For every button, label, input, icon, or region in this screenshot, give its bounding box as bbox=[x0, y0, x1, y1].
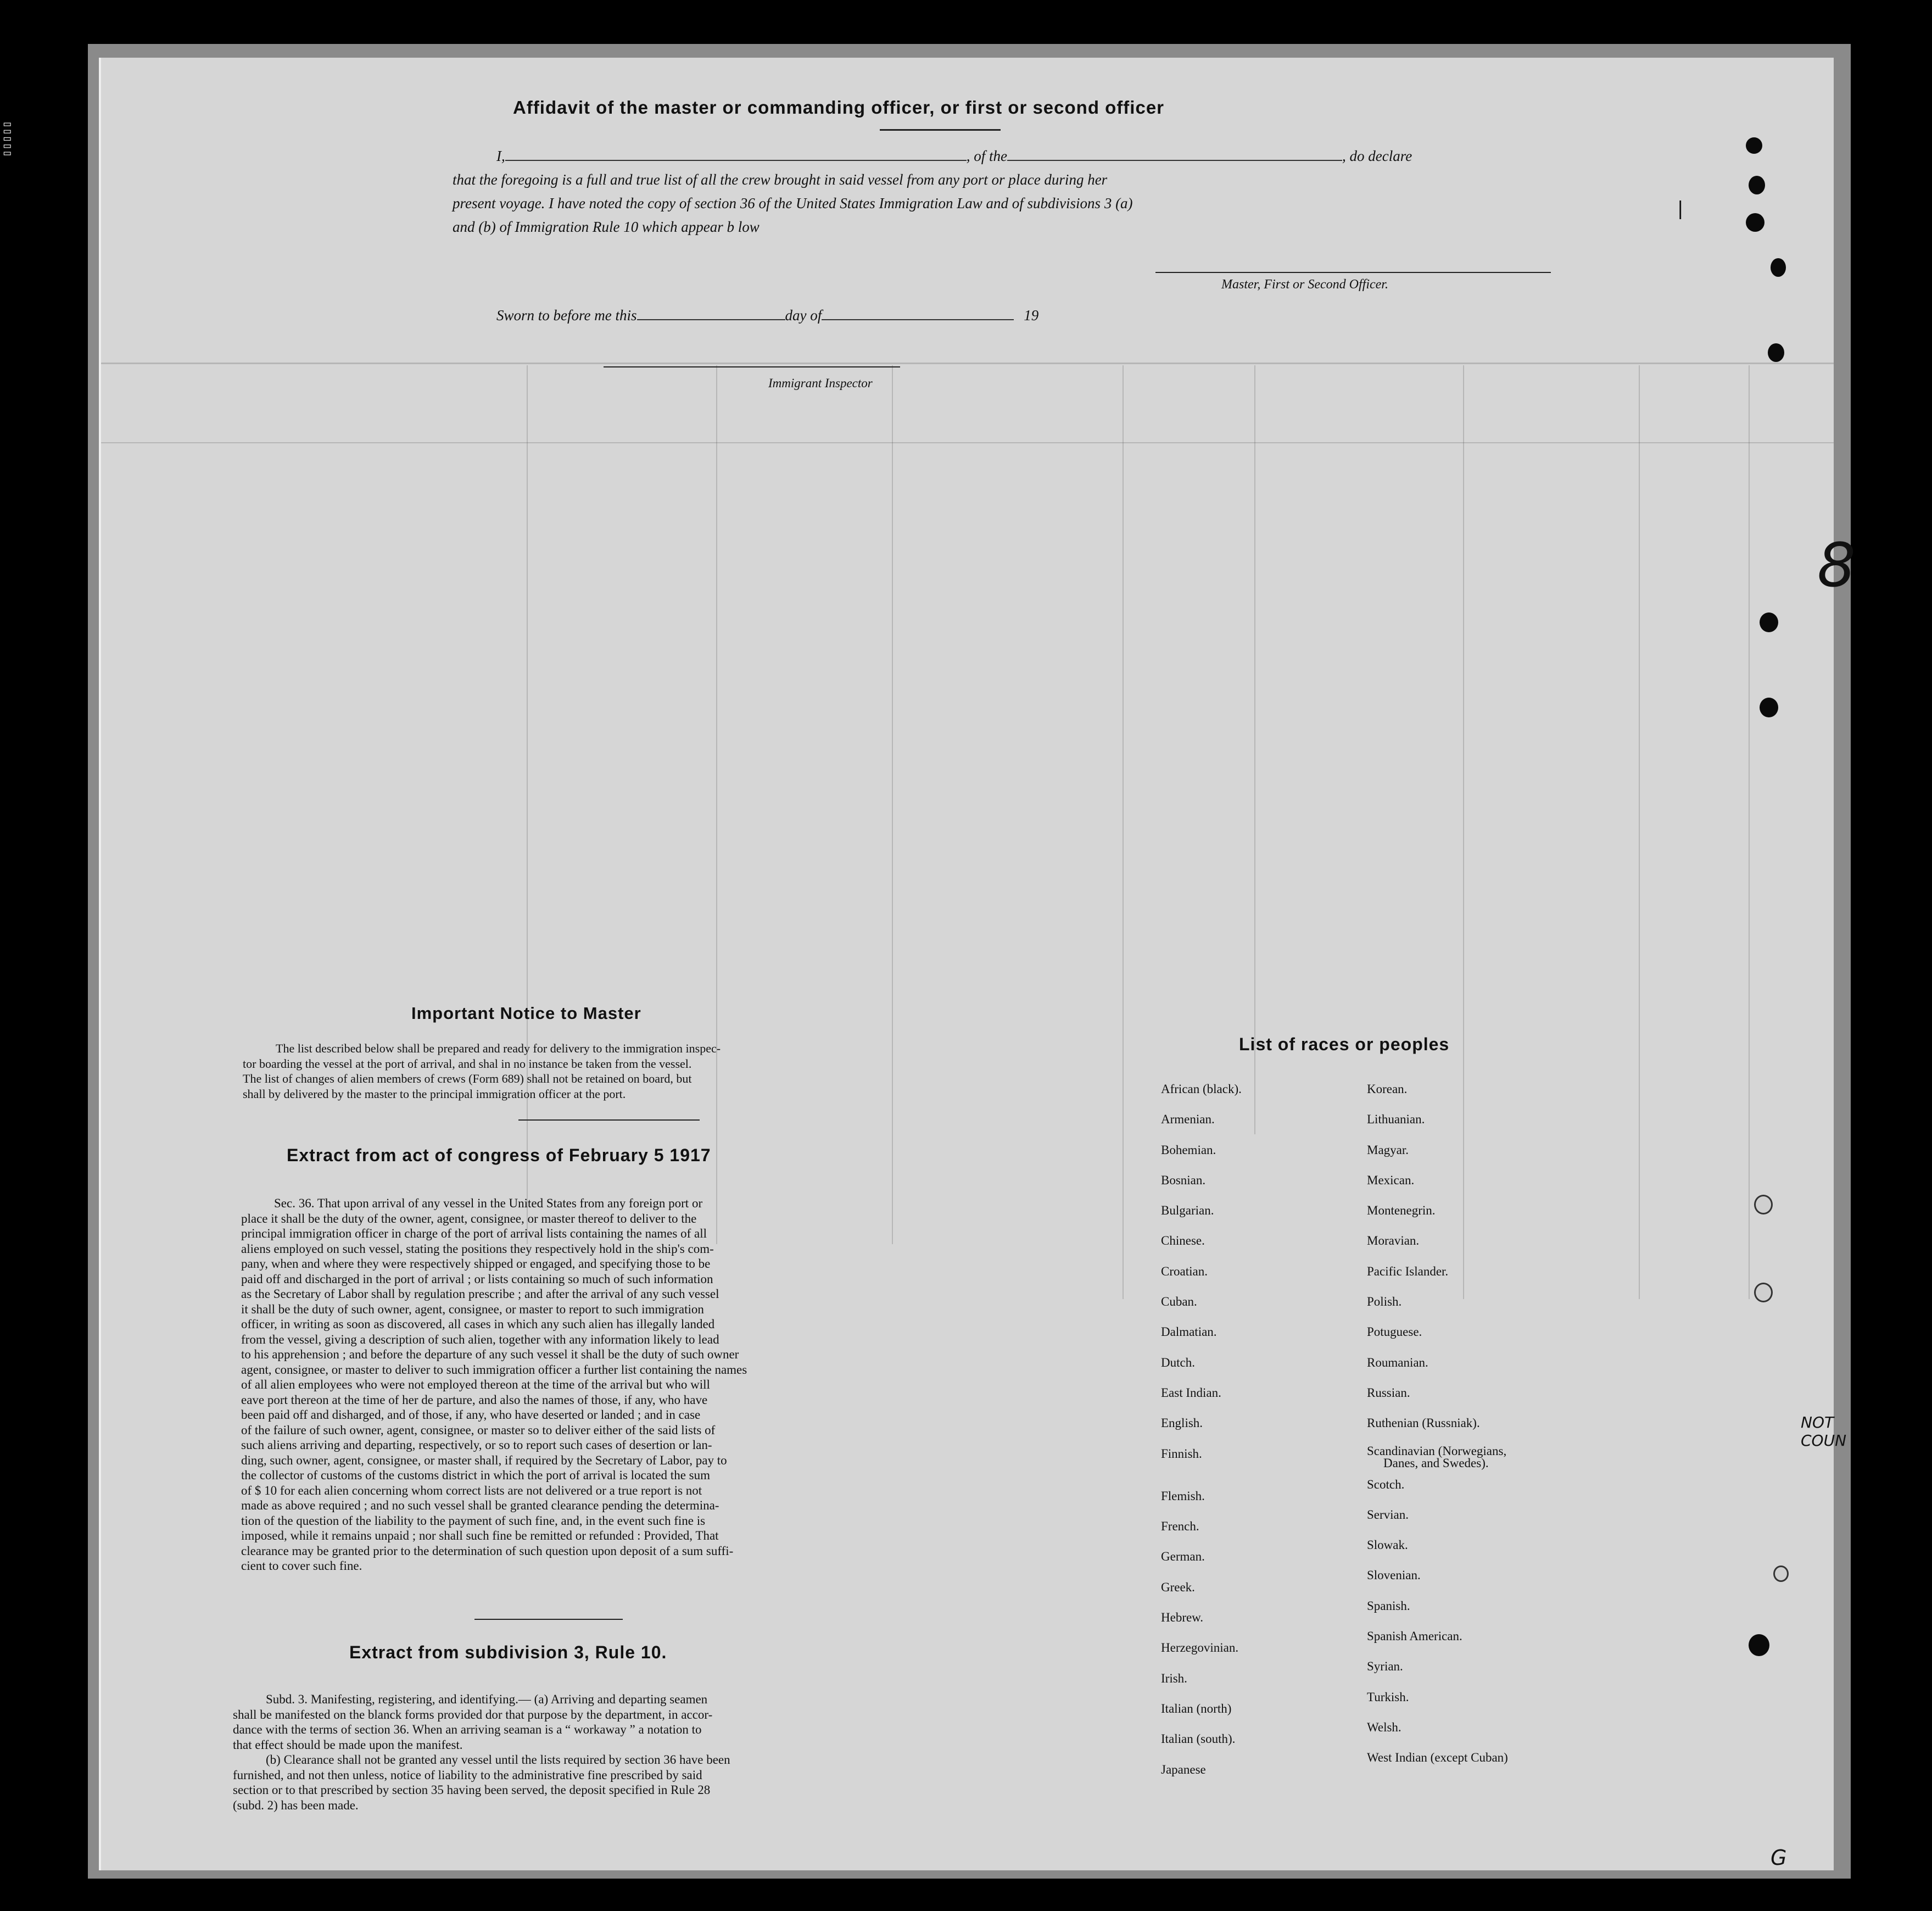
race-item: Mexican. bbox=[1367, 1173, 1415, 1187]
race-item: Bohemian. bbox=[1161, 1143, 1216, 1157]
handwritten-mark: 8 bbox=[1817, 530, 1856, 600]
vessel-blank bbox=[1007, 147, 1342, 161]
race-item: French. bbox=[1161, 1519, 1199, 1534]
notice-title: Important Notice to Master bbox=[411, 1004, 641, 1023]
race-item: Montenegrin. bbox=[1367, 1204, 1436, 1218]
affidavit-line-1: I, , of the , do declare bbox=[496, 148, 1412, 164]
race-item: Lithuanian. bbox=[1367, 1112, 1425, 1127]
race-item: Spanish American. bbox=[1367, 1629, 1462, 1643]
manifest-back-page bbox=[99, 58, 1856, 1870]
race-item: Slovenian. bbox=[1367, 1568, 1421, 1583]
race-item: Finnish. bbox=[1161, 1446, 1202, 1461]
handwritten-note: NOT COUN bbox=[1801, 1413, 1847, 1450]
race-item: Potuguese. bbox=[1367, 1325, 1422, 1339]
affidavit-line-4: and (b) of Immigration Rule 10 which appear b low bbox=[453, 219, 760, 235]
punch-hole bbox=[1773, 1565, 1789, 1582]
race-item: Welsh. bbox=[1367, 1720, 1401, 1734]
act-title: Extract from act of congress of February 5 1917 bbox=[287, 1145, 711, 1165]
race-item: English. bbox=[1161, 1416, 1203, 1430]
punch-hole bbox=[1749, 176, 1765, 194]
race-item: Moravian. bbox=[1367, 1234, 1420, 1248]
punch-hole bbox=[1771, 258, 1786, 277]
affidavit-line-3: present voyage. I have noted the copy of section 36 of the United States Immigration Law and of subdivisions 3 (a) bbox=[453, 195, 1133, 211]
race-item: East Indian. bbox=[1161, 1385, 1221, 1400]
races-left-column bbox=[1161, 1074, 1242, 1785]
affidavit-body bbox=[453, 144, 1562, 239]
name-blank bbox=[505, 147, 967, 161]
race-item: Dutch. bbox=[1161, 1355, 1195, 1369]
rule-body: Subd. 3. Manifesting, registering, and identifying.— (a) Arriving and departing seamen shall be manifested on the blanck forms provided dor that purpose by the department, in accor- dance with the terms of section 36. When an arriving seaman is a “ workaway ” a notation to that effect should be made upon the manifest. (b) Clearance shall not be granted any vessel until the lists required by section 36 have been furnished, and not then unless, notice of liability to the administrative fine prescribed by said section or to that prescribed by section 35 having been served, the deposit specified in Rule 28 (subd. 2) has been made. bbox=[233, 1692, 730, 1812]
punch-hole bbox=[1754, 1195, 1773, 1214]
race-item: Pacific Islander. bbox=[1367, 1264, 1449, 1278]
race-item: Armenian. bbox=[1161, 1112, 1215, 1127]
race-item: Bosnian. bbox=[1161, 1173, 1206, 1187]
act-body: Sec. 36. That upon arrival of any vessel in the United States from any foreign port or place it shall be the duty of the owner, agent, consignee, or master thereof to deliver to the principal immigration officer in charge of the port of arrival lists containing the names of all aliens employed on such vessel, stating the positions they respectively hold in the ship's com- pany, when and where they were respectively shipped or engaged, and specifying those to be paid off and discharged in the port of arrival ; or lists containing so much of such information as the Secretary of Labor shall by regulation prescribe ; and after the arrival of any such vessel it shall be the duty of such owner, agent, consignee, or master to report to such immigration officer, in writing as soon as discovered, all cases in which any such alien has illegally landed from the vessel, giving a description of such alien, together with any information likely to lead to his apprehension ; and before the departure of any such vessel it shall be the duty of such owner agent, consignee, or master to deliver to such immigration officer a further list containing the names of all alien employees who were not employed thereon at the time of the arrival but who will eave port thereon at the time of her de parture, and also the names of those, if any, who have been paid off and disharged, and of those, if any, who have deserted or landed ; and in case of the failure of such owner, agent, consignee, or master so to deliver either of the said lists of such aliens arriving and departing, respectively, or so to report such cases of desertion or lan- ding, such owner, agent, consignee, or master shall, if required by the Secretary of Labor, pay to the collector of customs of the customs district in which the port of arrival is located the sum of $ 10 for each alien concerning whom correct lists are not delivered or a true report is not made as above required ; and no such vessel shall be granted clearance pending the determina- tion of the question of the liability to the payment of such fine, and, in the event such fine is imposed, while it remains unpaid ; nor shall such fine be remitted or refunded : Provided, That clearance may be granted prior to the determination of such question upon deposit of a sum suffi- cient to cover such fine. bbox=[241, 1196, 747, 1573]
signature-line bbox=[1155, 272, 1551, 273]
tick-mark: | bbox=[1677, 198, 1684, 220]
race-item: Croatian. bbox=[1161, 1264, 1208, 1278]
race-item: Scandinavian (Norwegians, Danes, and Swedes). bbox=[1367, 1444, 1507, 1470]
race-item: Flemish. bbox=[1161, 1489, 1205, 1503]
act-rule bbox=[474, 1619, 623, 1620]
race-item: Ruthenian (Russniak). bbox=[1367, 1416, 1480, 1430]
affidavit-line-2: that the foregoing is a full and true list of all the crew brought in said vessel from any port or place during her bbox=[453, 171, 1108, 188]
race-item: Cuban. bbox=[1161, 1295, 1197, 1309]
race-item: Dalmatian. bbox=[1161, 1325, 1217, 1339]
race-item-spacer bbox=[1161, 1469, 1242, 1481]
sworn-line: Sworn to before me this day of 19 bbox=[496, 307, 1039, 324]
race-item: Bulgarian. bbox=[1161, 1204, 1214, 1218]
race-item: West Indian (except Cuban) bbox=[1367, 1751, 1508, 1765]
race-item: Herzegovinian. bbox=[1161, 1641, 1239, 1655]
edge-stamp: ▯▯▯▯▯ bbox=[1, 120, 15, 158]
punch-hole bbox=[1760, 698, 1778, 717]
race-item: Slowak. bbox=[1367, 1538, 1408, 1552]
signature-caption: Master, First or Second Officer. bbox=[1221, 277, 1388, 292]
race-item: Italian (north) bbox=[1161, 1701, 1232, 1715]
race-item: Roumanian. bbox=[1367, 1355, 1428, 1369]
rule-title: Extract from subdivision 3, Rule 10. bbox=[349, 1642, 667, 1662]
affidavit-title: Affidavit of the master or commanding officer, or first or second officer bbox=[513, 97, 1165, 118]
notice-rule bbox=[518, 1119, 700, 1121]
race-item: Magyar. bbox=[1367, 1143, 1409, 1157]
race-item: Korean. bbox=[1367, 1082, 1408, 1096]
race-item: Servian. bbox=[1367, 1507, 1409, 1522]
inspector-caption: Immigrant Inspector bbox=[768, 376, 873, 390]
race-item: Japanese bbox=[1161, 1762, 1206, 1776]
punch-hole bbox=[1768, 343, 1784, 362]
race-item: Italian (south). bbox=[1161, 1732, 1236, 1746]
race-item: Polish. bbox=[1367, 1295, 1402, 1309]
punch-hole bbox=[1760, 612, 1778, 632]
race-item: Scotch. bbox=[1367, 1477, 1405, 1491]
title-rule bbox=[880, 129, 1001, 131]
punch-hole bbox=[1746, 137, 1762, 154]
race-item: Chinese. bbox=[1161, 1234, 1205, 1248]
race-item: Spanish. bbox=[1367, 1598, 1410, 1613]
race-item: Syrian. bbox=[1367, 1659, 1403, 1674]
races-right-column bbox=[1367, 1074, 1508, 1773]
race-item: African (black). bbox=[1161, 1082, 1242, 1096]
races-title: List of races or peoples bbox=[1239, 1034, 1450, 1054]
inspector-line bbox=[604, 366, 900, 367]
punch-hole bbox=[1749, 1634, 1769, 1656]
punch-hole bbox=[1754, 1283, 1773, 1302]
notice-body: The list described below shall be prepared and ready for delivery to the immigration inspec- tor boarding the vessel at the port of arrival, and shal in no instance be taken from the vessel. The list of changes of alien members of crews (Form 689) shall not be retained on board, but shall by delivered by the master to the principal immigration officer at the port. bbox=[243, 1041, 721, 1101]
race-item: Hebrew. bbox=[1161, 1611, 1204, 1625]
race-item: Irish. bbox=[1161, 1671, 1187, 1685]
race-item: Turkish. bbox=[1367, 1690, 1409, 1704]
race-item: German. bbox=[1161, 1550, 1205, 1564]
handwritten-mark: G bbox=[1771, 1846, 1787, 1870]
punch-hole bbox=[1746, 213, 1765, 232]
race-item: Russian. bbox=[1367, 1385, 1410, 1400]
race-item: Greek. bbox=[1161, 1580, 1195, 1594]
